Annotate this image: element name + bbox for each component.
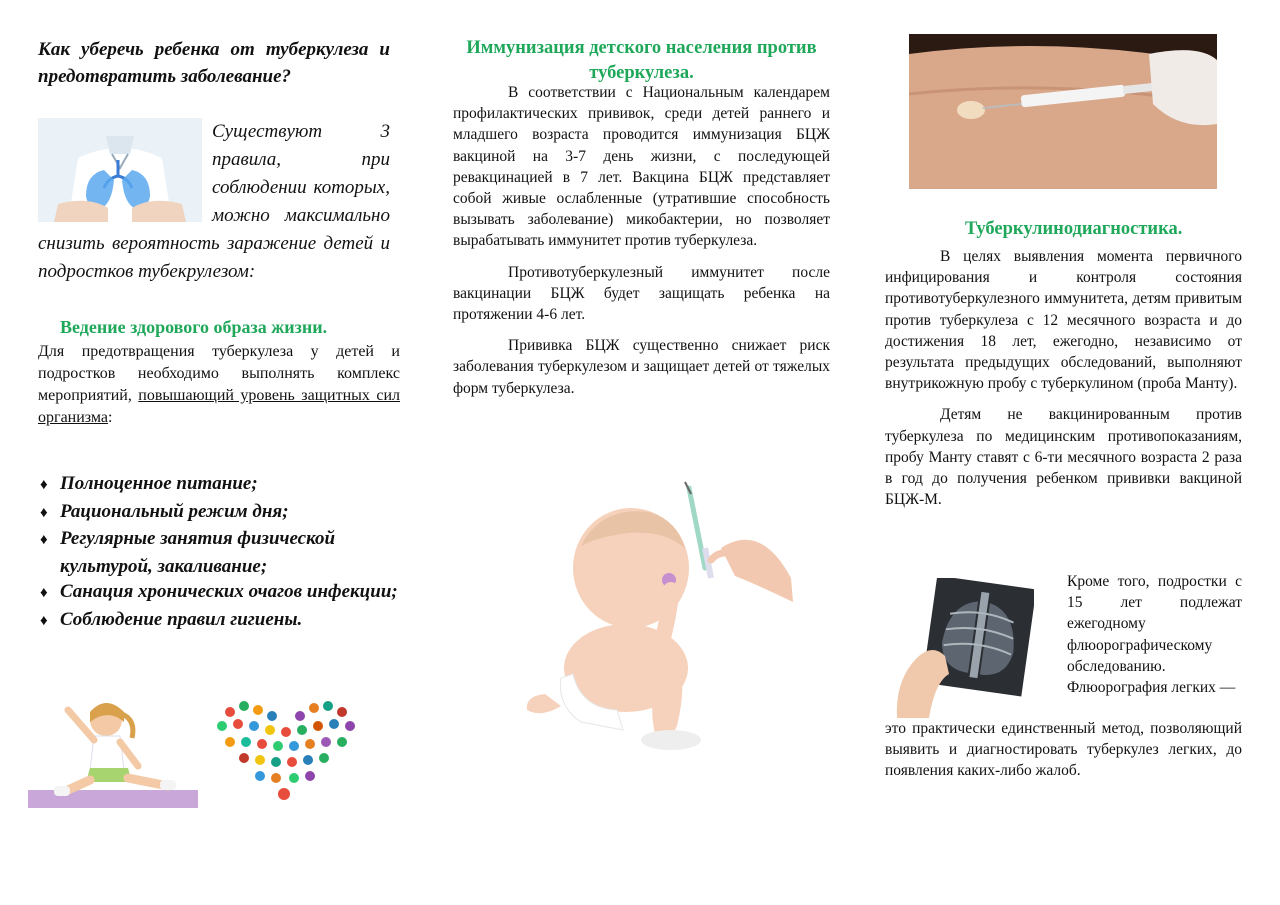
- diamond-bullet-icon: ♦: [40, 504, 48, 521]
- fluorography-text: Кроме того, подростки с 15 лет подлежат ежегодному флюорографическому обследованию. Флюорография легких —: [1067, 573, 1242, 697]
- baby-vaccination-image: [521, 478, 866, 760]
- list-item: ♦ Рациональный режим дня;: [40, 499, 402, 527]
- left-intro-block: [38, 118, 390, 286]
- left-title: Как уберечь ребенка от туберкулеза и предотвратить заболевание?: [38, 39, 390, 87]
- list-item: ♦ Санация хронических очагов инфекции;: [40, 579, 402, 607]
- doctor-lungs-image: [38, 118, 202, 222]
- fluorography-text-continued: это практически единственный метод, позволяющий выявить и диагностировать туберкулез легких, до появления каких-либо жалоб.: [885, 720, 1242, 780]
- left-paragraph: [38, 341, 400, 429]
- tuberculin-paragraph-1: В целях выявления момента первичного инфицирования и контроля состояния противотуберкулезного иммунитета, детям привитым против туберкулеза с 12 месячного возраста и до достижения 18 лет, ежегодно, независимо от результата предыдущих обследований, выполняют внутрикожную пробу с туберкулином (проба Манту).: [885, 248, 1242, 393]
- healthy-lifestyle-heading: Ведение здорового образа жизни.: [60, 317, 328, 337]
- diamond-bullet-icon: ♦: [40, 612, 48, 629]
- tuberculin-text: [885, 246, 1242, 520]
- diamond-bullet-icon: ♦: [40, 532, 48, 548]
- immunization-text: [453, 82, 830, 409]
- immunization-heading: Иммунизация детского населения против туберкулеза.: [466, 38, 817, 83]
- left-paragraph-end: :: [108, 409, 113, 426]
- list-item: ♦ Полноценное питание;: [40, 471, 402, 499]
- tuberculin-paragraph-2: Детям не вакцинированным против туберкулеза по медицинским противопоказаниям, пробу Манту ставят с 6-ти месячного возраста 2 раза в год до получения ребенком прививки вакциной БЦЖ-М.: [885, 406, 1242, 509]
- mantoux-injection-image: [909, 34, 1217, 189]
- left-intro-text: Существуют 3 правила, при соблюдении которых, можно максимально снизить вероятность заражение детей и подростков тубекрулезом:: [38, 121, 390, 282]
- immunization-paragraph-2: Противотуберкулезный иммунитет после вакцинации БЦЖ будет защищать ребенка на протяжении 4-6 лет.: [453, 263, 830, 324]
- healthy-rules-list: [40, 471, 402, 634]
- list-item: ♦ Регулярные занятия физической культурой, закаливание;: [40, 528, 336, 577]
- girl-exercising-image: [28, 690, 198, 820]
- diamond-bullet-icon: ♦: [40, 585, 48, 601]
- tuberculin-diagnostics-heading: Туберкулинодиагностика.: [965, 219, 1183, 239]
- diamond-bullet-icon: ♦: [40, 477, 48, 493]
- immunization-paragraph-1: В соответствии с Национальным календарем профилактических прививок, среди детей раннего и младшего возраста проводится иммунизация БЦЖ вакциной на 3-7 день жизни, с последующей ревакцинацией в 7 лет. Вакцина БЦЖ представляет собой живые ослабленные (утратившие способность вызывать заболевание) микобактерии, но позволяет вырабатывать иммунитет против туберкулеза.: [453, 84, 830, 250]
- list-item: ♦ Соблюдение правил гигиены.: [40, 607, 402, 635]
- chest-xray-image: [889, 578, 1034, 718]
- healthy-heart-icons-image: [206, 692, 366, 810]
- left-paragraph-start: Для предотвращения туберкулеза у детей и подростков необходимо выполнять комплекс мероприятий,: [38, 343, 400, 404]
- left-paragraph-underlined: повышающий уровень защитных сил организма: [38, 387, 400, 426]
- immunization-paragraph-3: Прививка БЦЖ существенно снижает риск заболевания туберкулезом и защищает детей от тяжелых форм туберкулеза.: [453, 337, 830, 397]
